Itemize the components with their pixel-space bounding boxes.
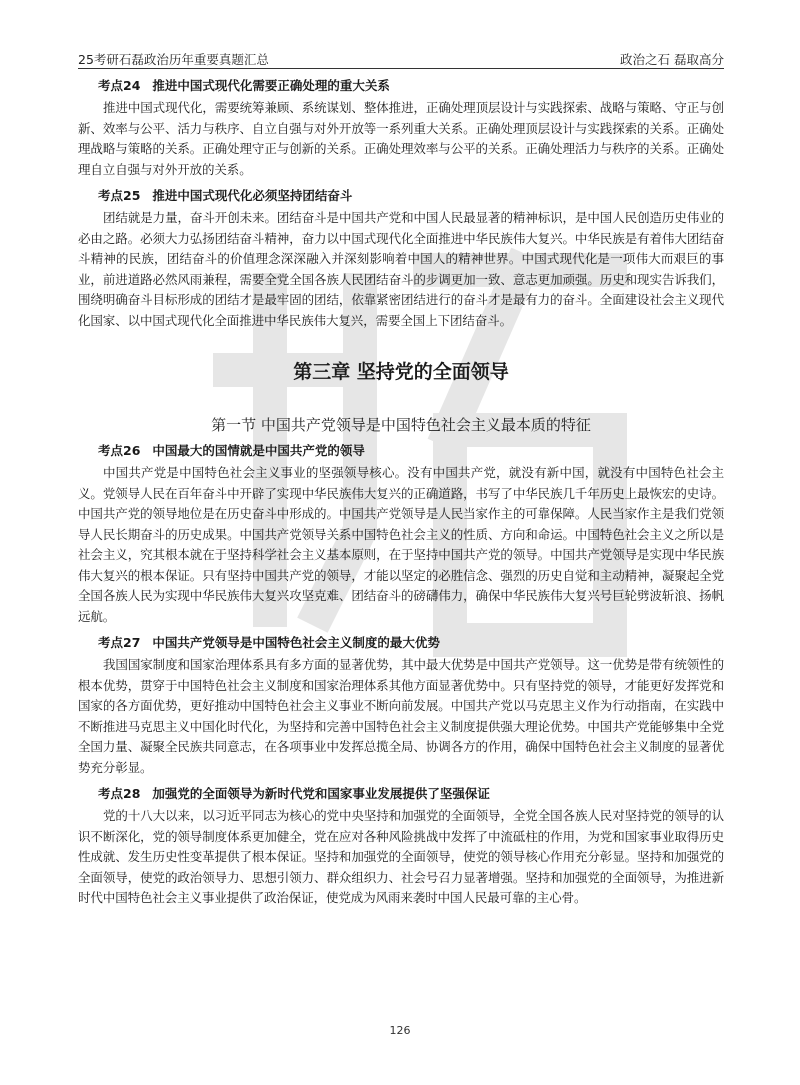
chapter-title: 第三章 坚持党的全面领导 <box>293 361 509 383</box>
kaodian-heading-26 <box>78 441 724 461</box>
kaodian-body-24: 推进中国式现代化，需要统筹兼顾、系统谋划、整体推进，正确处理顶层设计与实践探索、战略与策略、守正与创新、效率与公平、活力与秩序、自立自强与对外开放等一系列重大关系。正确处理顶层设计与实践探索的关系。正确处理战略与策略的关系。正确处理守正与创新的关系。正确处理效率与公平的关系。正确处理活力与秩序的关系。正确处理自立自强与对外开放的关系。 <box>78 100 724 177</box>
kaodian-body-28: 党的十八大以来，以习近平同志为核心的党中央坚持和加强党的全面领导，全党全国各族人民对坚持党的领导的认识不断深化，党的领导制度体系更加健全，党在应对各种风险挑战中发挥了中流砥柱的作用，为党和国家事业取得历史性成就、发生历史性变革提供了根本保证。坚持和加强党的全面领导，使党的领导核心作用充分彰显。坚持和加强党的全面领导，使党的政治领导力、思想引领力、群众组织力、社会号召力显著增强。坚持和加强党的全面领导，为推进新时代中国特色社会主义事业提供了政治保证，使党成为风雨来袭时中国人民最可靠的主心骨。 <box>78 808 724 905</box>
kaodian-title: 加强党的全面领导为新时代党和国家事业发展提供了坚强保证 <box>152 786 490 801</box>
kaodian-number: 考点25 <box>98 188 141 203</box>
header-book-title: 25考研石磊政治历年重要真题汇总 <box>78 52 269 67</box>
kaodian-heading-28 <box>78 784 724 804</box>
page-number: 126 <box>389 1024 411 1037</box>
kaodian-number: 考点28 <box>98 786 141 801</box>
kaodian-title: 中国最大的国情就是中国共产党的领导 <box>152 443 365 458</box>
kaodian-number: 考点27 <box>98 635 141 650</box>
kaodian-body-26: 中国共产党是中国特色社会主义事业的坚强领导核心。没有中国共产党，就没有新中国，就没有中国特色社会主义。党领导人民在百年奋斗中开辟了实现中华民族伟大复兴的正确道路，书写了中华民族几千年历史上最恢宏的史诗。中国共产党的领导地位是在历史奋斗中形成的。中国共产党领导是人民当家作主的可靠保障。人民当家作主是我们党领导人民长期奋斗的历史成果。中国共产党领导关系中国特色社会主义的性质、方向和命运。中国特色社会主义之所以是社会主义，究其根本就在于坚持科学社会主义基本原则，在于坚持中国共产党的领导。中国共产党领导是实现中华民族伟大复兴的根本保证。只有坚持中国共产党的领导，才能以坚定的必胜信念、强烈的历史自觉和主动精神，凝聚起全党全国各族人民为实现中华民族伟大复兴攻坚克难、团结奋斗的磅礴伟力，确保中华民族伟大复兴号巨轮劈波斩浪、扬帆远航。 <box>78 465 724 624</box>
kaodian-title: 中国共产党领导是中国特色社会主义制度的最大优势 <box>152 635 440 650</box>
kaodian-heading-27 <box>78 633 724 653</box>
kaodian-heading-25 <box>78 186 724 206</box>
page-content <box>78 76 724 915</box>
kaodian-heading-24 <box>78 76 724 96</box>
kaodian-number: 考点24 <box>98 78 141 93</box>
kaodian-title: 推进中国式现代化需要正确处理的重大关系 <box>152 78 390 93</box>
section-title: 第一节 中国共产党领导是中国特色社会主义最本质的特征 <box>211 416 591 434</box>
kaodian-number: 考点26 <box>98 443 141 458</box>
kaodian-body-25: 团结就是力量，奋斗开创未来。团结奋斗是中国共产党和中国人民最显著的精神标识，是中国人民创造历史伟业的必由之路。必须大力弘扬团结奋斗精神，奋力以中国式现代化全面推进中华民族伟大复兴。中华民族是有着伟大团结奋斗精神的民族，团结奋斗的价值理念深深融入并深刻影响着中国人的精神世界。中国式现代化是一项伟大而艰巨的事业，前进道路必然风雨兼程，需要全党全国各族人民团结奋斗的步调更加一致、意志更加顽强。历史和现实告诉我们，围绕明确奋斗目标形成的团结才是最牢固的团结，依靠紧密团结进行的奋斗才是最有力的奋斗。全面建设社会主义现代化国家、以中国式现代化全面推进中华民族伟大复兴，需要全国上下团结奋斗。 <box>78 210 724 328</box>
kaodian-body-27: 我国国家制度和国家治理体系具有多方面的显著优势，其中最大优势是中国共产党领导。这一优势是带有统领性的根本优势，贯穿于中国特色社会主义制度和国家治理体系其他方面显著优势中。只有坚持党的领导，才能更好发挥党和国家的各方面优势，更好推动中国特色社会主义事业不断向前发展。中国共产党以马克思主义作为行动指南，在实践中不断推进马克思主义中国化时代化，为坚持和完善中国特色社会主义制度提供强大理论优势。中国共产党能够集中全党全国力量、凝聚全民族共同意志，在各项事业中发挥总揽全局、协调各方的作用，确保中国特色社会主义制度的显著优势充分彰显。 <box>78 657 724 775</box>
header-slogan: 政治之石 磊取高分 <box>620 52 724 67</box>
running-header <box>78 48 724 69</box>
kaodian-title: 推进中国式现代化必须坚持团结奋斗 <box>152 188 353 203</box>
